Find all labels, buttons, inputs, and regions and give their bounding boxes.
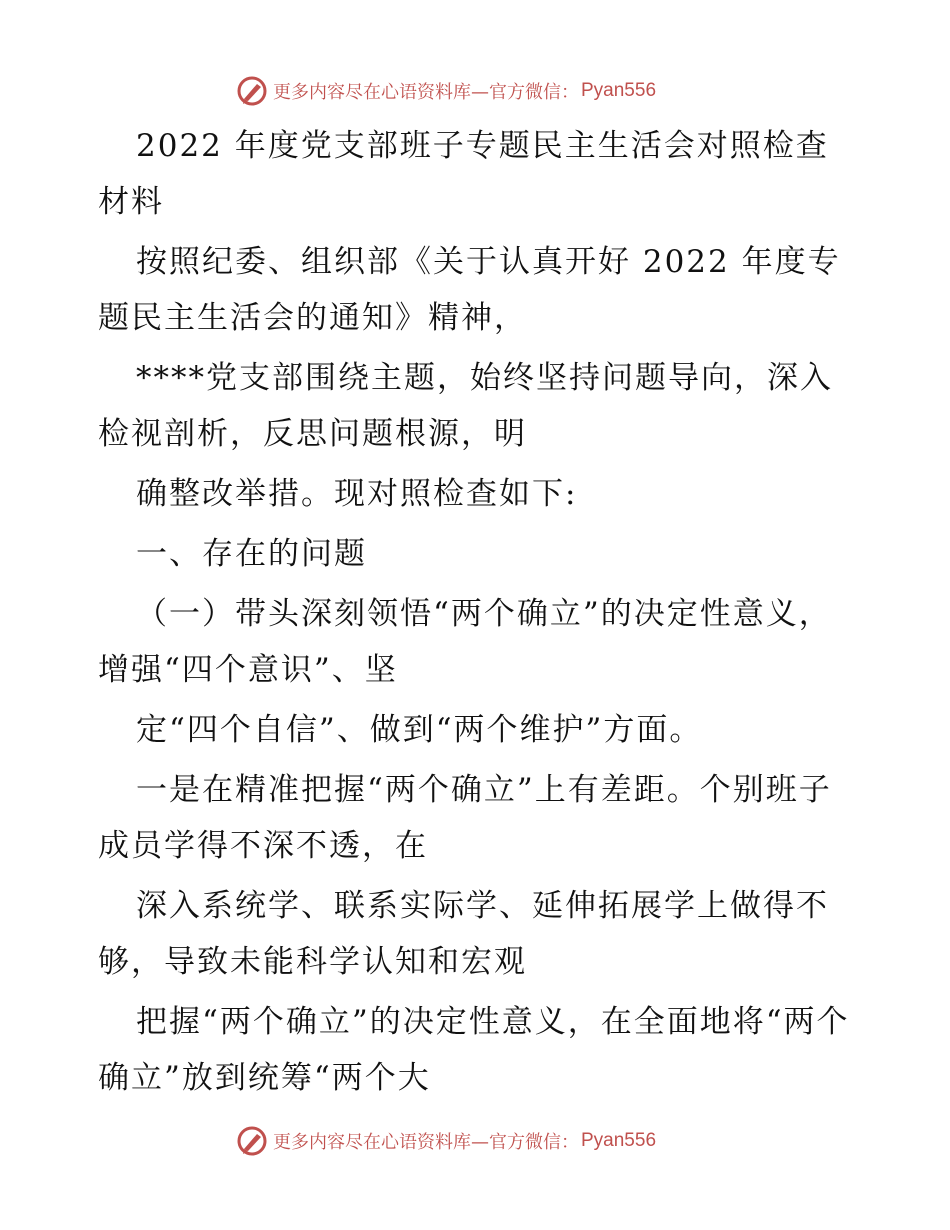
pen-logo-icon	[235, 74, 269, 108]
document-title: 2022 年度党支部班子专题民主生活会对照检查材料	[98, 128, 829, 220]
paragraph-1: 按照纪委、组织部《关于认真开好 2022 年度专题民主生活会的通知》精神，	[98, 244, 841, 336]
watermark-footer	[235, 1124, 656, 1158]
pen-logo-icon	[235, 1124, 269, 1158]
watermark-header	[235, 74, 656, 108]
watermark-text: 更多内容尽在心语资料库—官方微信：	[273, 1132, 579, 1153]
paragraph-7: 一是在精准把握“两个确立”上有差距。个别班子成员学得不深不透，在	[98, 772, 832, 864]
document-body	[98, 118, 858, 1110]
paragraph-6: 定“四个自信”、做到“两个维护”方面。	[136, 712, 703, 748]
section-heading-1: 一、存在的问题	[136, 536, 367, 572]
paragraph-2: ****党支部围绕主题，始终坚持问题导向，深入检视剖析，反思问题根源，明	[98, 360, 833, 452]
paragraph-8: 深入系统学、联系实际学、延伸拓展学上做得不够，导致未能科学认知和宏观	[98, 888, 829, 980]
watermark-wechat-id: Pyan556	[581, 1130, 657, 1151]
watermark-text: 更多内容尽在心语资料库—官方微信：	[273, 82, 579, 103]
subsection-heading-1: （一）带头深刻领悟“两个确立”的决定性意义，增强“四个意识”、坚	[98, 596, 832, 688]
paragraph-9: 把握“两个确立”的决定性意义，在全面地将“两个确立”放到统筹“两个大	[98, 1004, 850, 1096]
paragraph-3: 确整改举措。现对照检查如下:	[136, 476, 578, 512]
watermark-wechat-id: Pyan556	[581, 80, 657, 101]
